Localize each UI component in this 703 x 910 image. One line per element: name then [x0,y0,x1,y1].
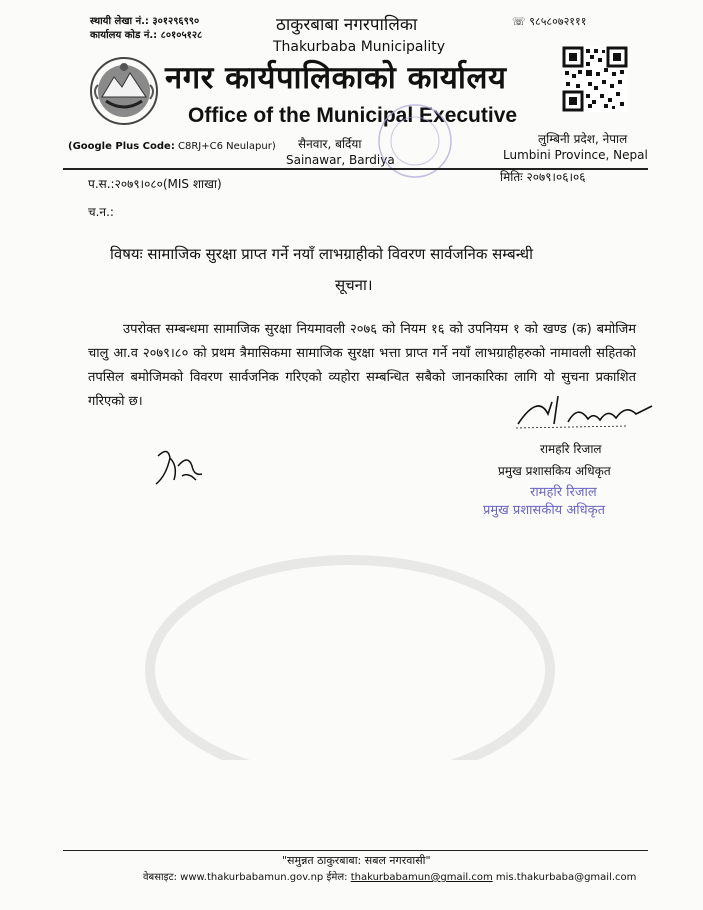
signature-initials [148,436,208,492]
footer-contacts [143,869,636,883]
location-en: Sainawar, Bardiya [286,153,395,167]
footer-slogan: "समुन्नत ठाकुरबाबा: सबल नगरवासी" [282,854,431,867]
municipality-name-en: Thakurbaba Municipality [273,39,446,55]
dispatch-number: च.न.: [88,205,114,219]
email-label: ईमेल: [326,872,348,883]
office-code: कार्यालय कोड नं.: ८०१०५१२८ [90,30,203,41]
location-np: सैनवार, बर्दिया [298,137,362,151]
website-link[interactable]: www.thakurbabamun.gov.np [180,872,324,883]
office-name-en: Office of the Municipal Executive [188,104,518,127]
province-en: Lumbini Province, Nepal [503,148,648,162]
municipality-name-np: ठाकुरबाबा नगरपालिका [276,15,418,35]
reference-number: प.स.:२०७९।०८०(MIS शाखा) [88,177,222,191]
letter-date: मितिः २०७९।०६।०६ [500,170,586,184]
website-label: वेबसाइट: [143,872,177,883]
watermark-seal [120,520,580,760]
notice-body: उपरोक्त सम्बन्धमा सामाजिक सुरक्षा नियमावली २०७६ को नियम १६ को उपनियम १ को खण्ड (क) बमोजिम चालु आ.व २०७९।८० को प्रथम त्रैमासिकमा सामाजिक सुरक्षा भत्ता प्राप्त गर्ने नयाँ लाभग्राहीहरुको नामावली सहितको तपसिल बमोजिमको विवरण सार्वजनिक गरिएको व्यहोरा सम्बन्धित सबैको जानकारिका लागि यो सुचना प्रकाशित गरिएको छ। [88,322,636,409]
google-plus-code: (Google Plus Code: C8RJ+C6 Neulapur) [68,141,276,152]
permanent-account-no: स्थायी लेखा नं.: ३०१२९६९९० [90,16,200,27]
stamp-designation: प्रमुख प्रशासकीय अधिकृत [483,503,606,518]
subject-line-2: सूचना। [335,276,373,294]
footer-divider [63,850,648,851]
nepal-emblem-logo [88,55,160,127]
email-link-2[interactable]: mis.thakurbaba@gmail.com [495,872,637,883]
province-np: लुम्बिनी प्रदेश, नेपाल [538,132,628,146]
stamp-name: रामहरि रिजाल [530,485,597,500]
subject-line-1: विषयः सामाजिक सुरक्षा प्राप्त गर्ने नयाँ लाभग्राहीको विवरण सार्वजनिक सम्बन्धी [110,245,533,263]
signatory-name: रामहरि रिजाल [540,442,602,456]
qr-code-icon [562,46,628,112]
signatory-designation: प्रमुख प्रशासकिय अधिकृत [498,464,611,478]
phone-number: ☏ ९८५८०७२१११ [512,15,587,28]
office-name-np: नगर कार्यपालिकाको कार्यालय [165,60,507,96]
signature-officer [508,384,658,434]
email-link-1[interactable]: thakurbabamun@gmail.com [350,872,493,883]
